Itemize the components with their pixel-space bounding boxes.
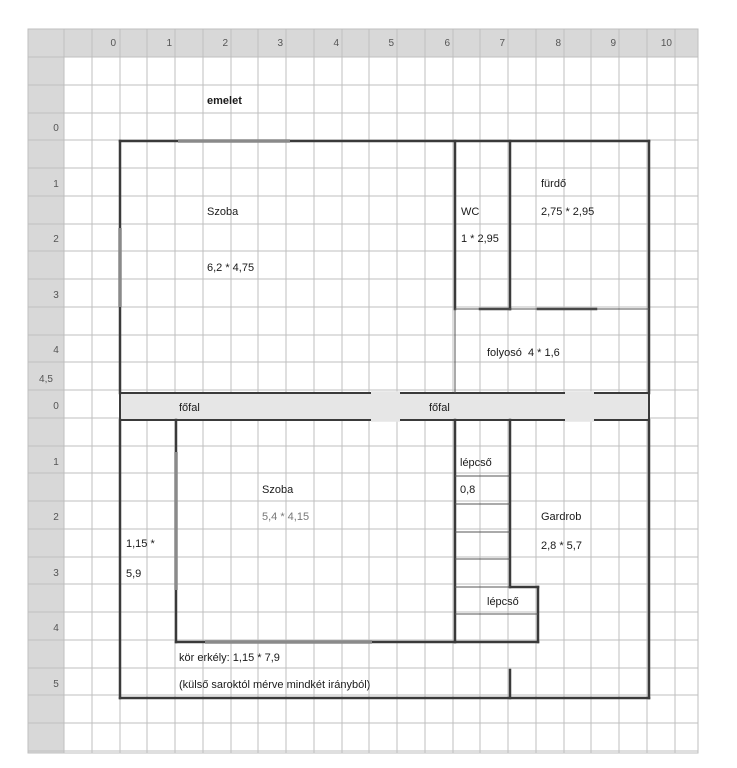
column-header: 5: [388, 38, 394, 49]
column-header-band: [28, 29, 698, 57]
row-header: 4: [53, 345, 59, 356]
column-header: 4: [333, 38, 339, 49]
grid-border: [28, 29, 698, 753]
column-header: 8: [555, 38, 561, 49]
furdo-name: fürdő: [541, 178, 567, 190]
gardrob-name: Gardrob: [541, 511, 582, 523]
column-header: 6: [444, 38, 450, 49]
upper-szoba-size: 6,2 * 4,75: [207, 262, 255, 274]
balcony-label: kör erkély: 1,15 * 7,9: [179, 652, 280, 664]
row-header: 2: [53, 234, 59, 245]
row-header: 4,5: [39, 374, 53, 385]
wc-size: 1 * 2,95: [461, 233, 499, 245]
column-header: 3: [277, 38, 283, 49]
gardrob-size: 2,8 * 5,7: [541, 540, 582, 552]
column-header: 1: [166, 38, 172, 49]
row-header: 3: [53, 568, 59, 579]
column-header: 7: [499, 38, 505, 49]
wc-name: WC: [461, 206, 480, 218]
row-header: 2: [53, 512, 59, 523]
balcony-note: (külső saroktól mérve mindkét irányból): [179, 679, 371, 691]
lower-szoba-name: Szoba: [262, 484, 294, 496]
main-wall-label-right: főfal: [429, 402, 450, 414]
window-marks: [120, 141, 594, 642]
row-header: 0: [53, 401, 59, 412]
row-header: 5: [53, 679, 59, 690]
left-strip-size-line1: 1,15 *: [126, 538, 155, 550]
main-wall-label-left: főfal: [179, 402, 200, 414]
column-header: 9: [610, 38, 616, 49]
upper-floor-walls: [120, 141, 649, 393]
row-header: 1: [53, 457, 59, 468]
row-header-band: [28, 29, 64, 753]
stair-treads: [455, 476, 538, 614]
column-header: 2: [222, 38, 228, 49]
plan-title: emelet: [207, 95, 242, 107]
row-header: 1: [53, 179, 59, 190]
spreadsheet-grid: [28, 29, 698, 753]
corridor-label: folyosó 4 * 1,6: [487, 347, 560, 359]
row-header: 4: [53, 623, 59, 634]
furdo-size: 2,75 * 2,95: [541, 206, 595, 218]
lower-szoba-size: 5,4 * 4,15: [262, 511, 310, 523]
left-strip-size-line2: 5,9: [126, 568, 142, 580]
column-header: 0: [110, 38, 116, 49]
stairs-upper-label: lépcső: [460, 457, 492, 469]
column-header: 10: [660, 38, 672, 49]
stairs-lower-label: lépcső: [487, 596, 519, 608]
upper-szoba-name: Szoba: [207, 206, 239, 218]
row-header: 0: [53, 123, 59, 134]
stairs-width: 0,8: [460, 484, 476, 496]
row-header: 3: [53, 290, 59, 301]
